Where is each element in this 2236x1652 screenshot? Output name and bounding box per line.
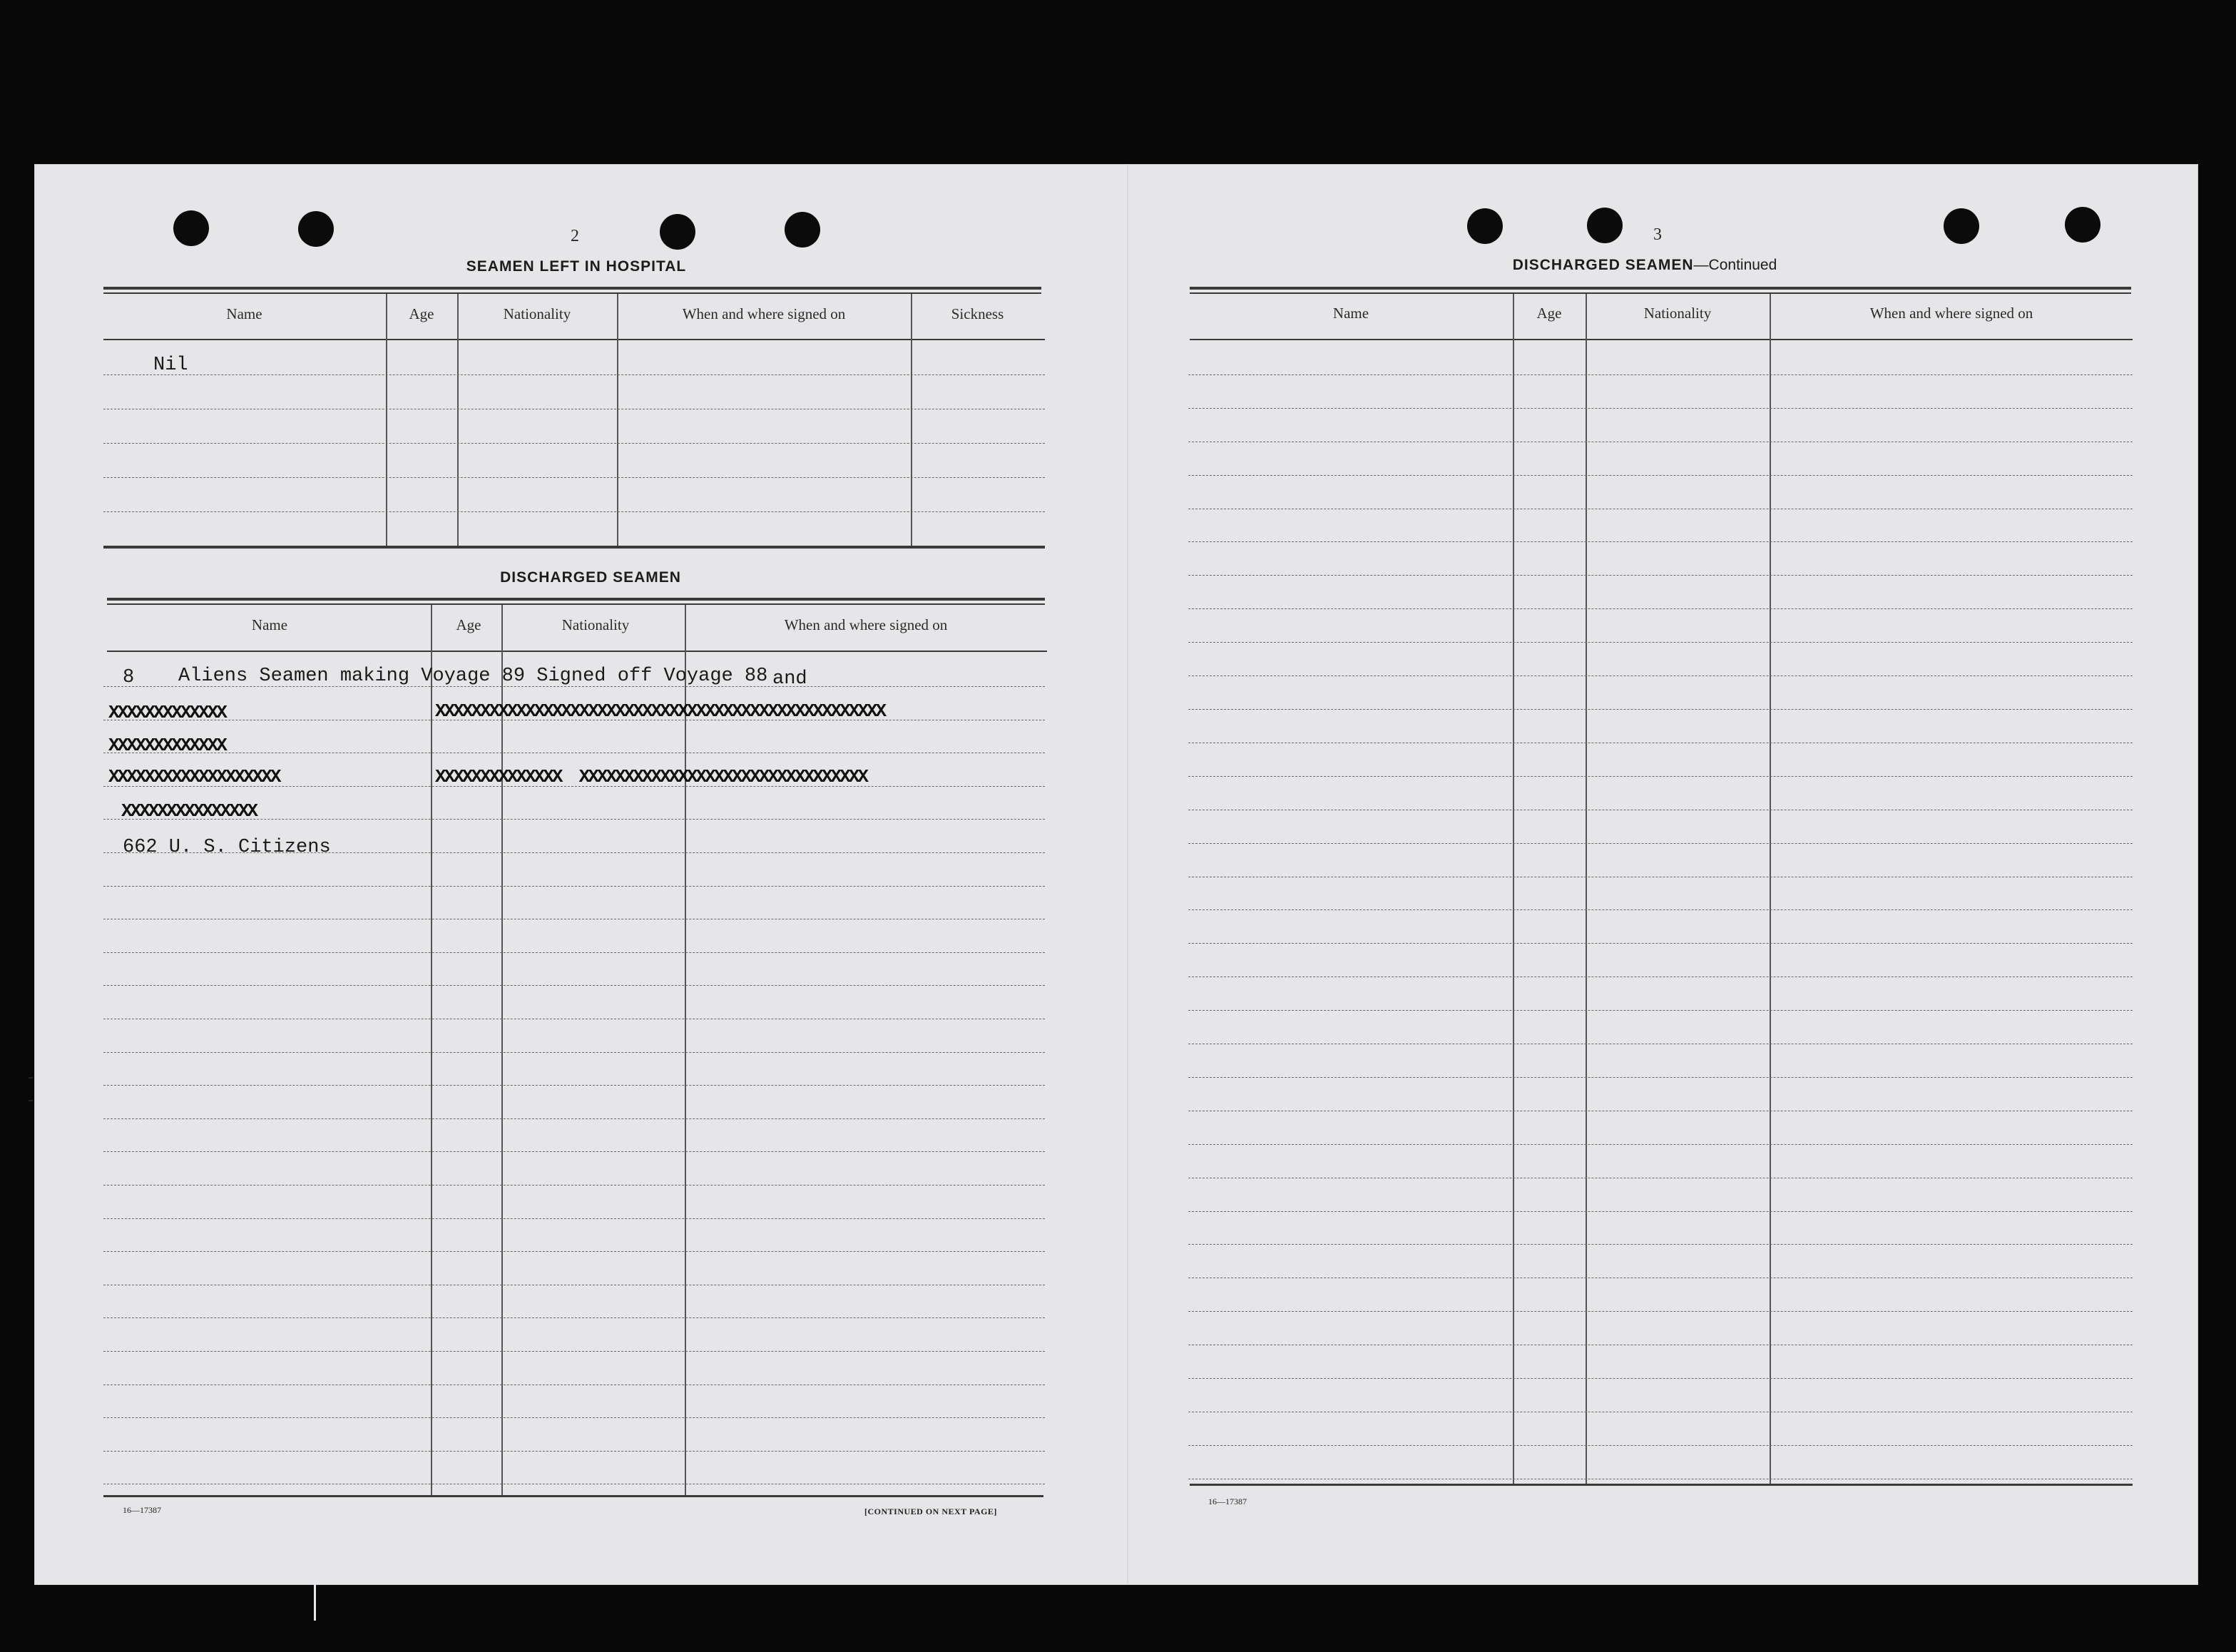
punch-hole <box>785 212 820 248</box>
ruled-line <box>103 1351 1045 1352</box>
table-bottom-rule <box>1190 1484 2133 1486</box>
punch-hole <box>2065 207 2100 243</box>
column-divider <box>617 294 618 546</box>
discharged-title-text: DISCHARGED SEAMEN <box>1512 257 1694 273</box>
struck-details: XXXXXXXXXXXXXX XXXXXXXXXXXXXXXXXXXXXXXXXXXXXXXX <box>435 766 867 787</box>
struck-name: XXXXXXXXXXXXXXXXXXX <box>108 766 280 787</box>
table-top-rule <box>107 603 1045 605</box>
ruled-line <box>103 886 1045 887</box>
column-divider <box>386 294 387 546</box>
ruled-line <box>103 511 1045 512</box>
column-divider <box>1770 294 1771 1484</box>
hospital-section-title: SEAMEN LEFT IN HOSPITAL <box>466 258 687 275</box>
header-rule <box>103 339 1045 340</box>
ruled-line <box>1188 608 2133 609</box>
struck-name: XXXXXXXXXXXXXXX <box>121 800 257 822</box>
ruled-line <box>1188 1077 2133 1078</box>
ruled-line <box>103 1218 1045 1219</box>
table-top-rule <box>107 598 1045 601</box>
col-header-age: Age <box>1536 305 1562 322</box>
punch-hole <box>660 214 695 250</box>
struck-details: XXXXXXXXXXXXXXXXXXXXXXXXXXXXXXXXXXXXXXXXXXXXXXXXXX <box>435 700 885 722</box>
punch-hole <box>1944 208 1979 244</box>
alien-seamen-line: Aliens Seamen making Voyage 89 Signed off Voyage 88 <box>178 666 768 687</box>
struck-name: XXXXXXXXXXXXX <box>108 702 225 723</box>
punch-hole <box>1587 208 1623 243</box>
column-divider <box>1586 294 1587 1484</box>
ruled-line <box>1188 575 2133 576</box>
col-header-when-where: When and where signed on <box>1869 305 2033 322</box>
col-header-name: Name <box>226 305 262 322</box>
form-number-right: 16—17387 <box>1208 1497 1247 1506</box>
ruled-line <box>1188 776 2133 777</box>
ruled-line <box>1188 709 2133 710</box>
col-header-age: Age <box>409 305 434 322</box>
column-divider <box>685 605 686 1495</box>
continued-suffix: —Continued <box>1693 257 1777 273</box>
ruled-line <box>1188 675 2133 676</box>
table-top-rule <box>1190 287 2131 290</box>
ruled-line <box>103 443 1045 444</box>
header-rule <box>107 651 1047 652</box>
ruled-line <box>103 1151 1045 1152</box>
column-divider <box>1513 294 1514 1484</box>
ruled-line <box>103 1317 1045 1318</box>
page-number-right: 3 <box>1653 225 1662 244</box>
col-header-nationality: Nationality <box>503 305 571 322</box>
ruled-line <box>1188 943 2133 944</box>
edge-mark <box>314 1578 316 1621</box>
alien-seamen-and: and <box>772 668 807 690</box>
ruled-line <box>103 1185 1045 1186</box>
col-header-name: Name <box>1332 305 1369 322</box>
ruled-line <box>103 374 1045 375</box>
ruled-line <box>1188 1211 2133 1212</box>
ruled-line <box>1188 374 2133 375</box>
continued-note: [CONTINUED ON NEXT PAGE] <box>864 1506 997 1516</box>
ruled-line <box>103 1451 1045 1452</box>
document-sheet <box>34 164 2198 1585</box>
punch-hole <box>173 210 209 246</box>
us-citizens-line: 662 U. S. Citizens <box>123 837 331 858</box>
column-divider <box>431 605 432 1495</box>
discharged-section-title: DISCHARGED SEAMEN <box>500 569 681 586</box>
col-header-nationality: Nationality <box>1643 305 1712 322</box>
col-header-when-where: When and where signed on <box>682 305 846 322</box>
ruled-line <box>103 1417 1045 1418</box>
form-number-left: 16—17387 <box>123 1505 161 1515</box>
col-header-sickness: Sickness <box>951 305 1004 322</box>
table-top-rule <box>1190 292 2131 294</box>
ruled-line <box>103 1251 1045 1252</box>
alien-count: 8 <box>123 667 135 688</box>
ruled-line <box>103 477 1045 478</box>
ruled-line <box>103 952 1045 953</box>
struck-name: XXXXXXXXXXXXX <box>108 735 225 756</box>
column-divider <box>501 605 503 1495</box>
ruled-line <box>1188 642 2133 643</box>
ruled-line <box>1188 1244 2133 1245</box>
ruled-line <box>1188 1311 2133 1312</box>
ruled-line <box>1188 1445 2133 1446</box>
punch-hole <box>1467 208 1503 244</box>
punch-hole <box>298 211 334 247</box>
column-divider <box>457 294 459 546</box>
discharged-continued-title <box>1388 257 1901 274</box>
page-fold <box>1127 164 1128 1584</box>
col-header-name: Name <box>251 616 288 633</box>
table-top-rule <box>103 287 1041 290</box>
ruled-line <box>1188 408 2133 409</box>
binding-mark <box>29 1077 33 1101</box>
ruled-line <box>103 1085 1045 1086</box>
ruled-line <box>103 985 1045 986</box>
ruled-line <box>1188 843 2133 844</box>
table-top-rule <box>103 292 1041 294</box>
header-rule <box>1190 339 2133 340</box>
ruled-line <box>1188 1144 2133 1145</box>
ruled-line <box>103 1052 1045 1053</box>
ruled-line <box>1188 909 2133 910</box>
col-header-nationality: Nationality <box>561 616 630 633</box>
ruled-line <box>103 1118 1045 1119</box>
ruled-line <box>1188 541 2133 542</box>
ruled-line <box>1188 475 2133 476</box>
column-divider <box>911 294 912 546</box>
ruled-line <box>1188 1010 2133 1011</box>
table-bottom-rule <box>103 1495 1043 1497</box>
hospital-entry-nil: Nil <box>153 355 188 376</box>
col-header-age: Age <box>456 616 481 633</box>
col-header-when-where: When and where signed on <box>784 616 948 633</box>
ruled-line <box>1188 1378 2133 1379</box>
page-number-left: 2 <box>571 227 579 245</box>
table-bottom-rule <box>103 546 1045 549</box>
